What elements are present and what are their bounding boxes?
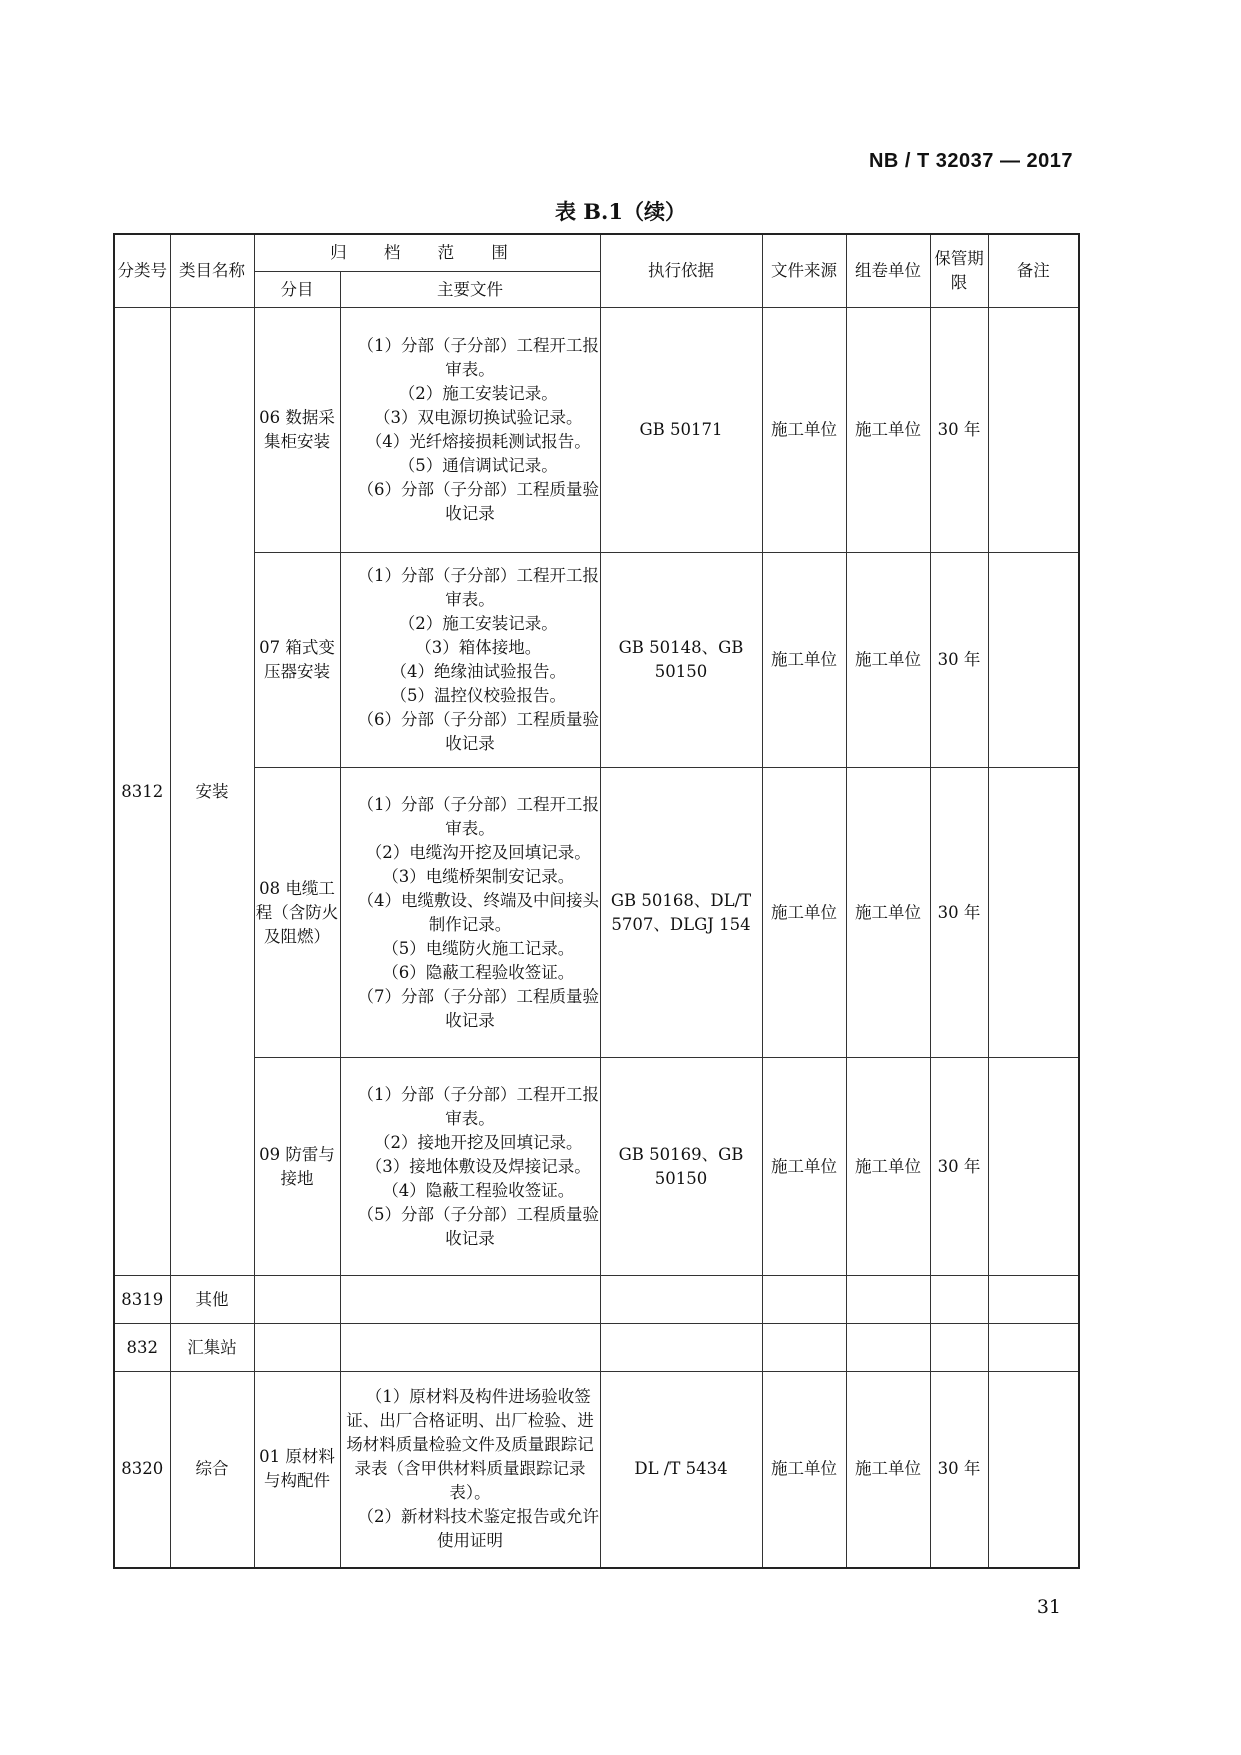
col-class-name: 类目名称 — [170, 234, 254, 308]
unit: 施工单位 — [846, 1372, 930, 1568]
basis: DL /T 5434 — [600, 1372, 762, 1568]
sub-item: 09 防雷与接地 — [254, 1058, 340, 1276]
table-row — [114, 1372, 1079, 1568]
basis: GB 50171 — [600, 308, 762, 553]
header-row-1 — [114, 234, 1079, 272]
col-unit: 组卷单位 — [846, 234, 930, 308]
unit: 施工单位 — [846, 553, 930, 768]
table-row — [114, 1324, 1079, 1372]
remark — [988, 553, 1079, 768]
class-name: 安装 — [170, 308, 254, 1276]
period: 30 年 — [930, 308, 988, 553]
col-source: 文件来源 — [762, 234, 846, 308]
main-docs: （1）分部（子分部）工程开工报审表。 （2）电缆沟开挖及回填记录。 （3）电缆桥架制安记录。 （4）电缆敷设、终端及中间接头制作记录。 （5）电缆防火施工记录。 （6）隐蔽工程验收签证。 （7）分部（子分部）工程质量验收记录 — [340, 768, 600, 1058]
main-docs: （1）原材料及构件进场验收签证、出厂合格证明、出厂检验、进场材料质量检验文件及质量跟踪记录表（含甲供材料质量跟踪记录表）。 （2）新材料技术鉴定报告或允许使用证明 — [340, 1372, 600, 1568]
table-row — [114, 1058, 1079, 1276]
class-name: 汇集站 — [170, 1324, 254, 1372]
col-basis: 执行依据 — [600, 234, 762, 308]
main-docs: （1）分部（子分部）工程开工报审表。 （2）施工安装记录。 （3）双电源切换试验记录。 （4）光纤熔接损耗测试报告。 （5）通信调试记录。 （6）分部（子分部）工程质量验收记录 — [340, 308, 600, 553]
class-code: 832 — [114, 1324, 170, 1372]
remark — [988, 308, 1079, 553]
main-docs: （1）分部（子分部）工程开工报审表。 （2）施工安装记录。 （3）箱体接地。 （4）绝缘油试验报告。 （5）温控仪校验报告。 （6）分部（子分部）工程质量验收记录 — [340, 553, 600, 768]
standard-code: NB / T 32037 — 2017 — [868, 150, 1073, 172]
period: 30 年 — [930, 1058, 988, 1276]
remark — [988, 1058, 1079, 1276]
remark — [988, 1372, 1079, 1568]
source: 施工单位 — [762, 308, 846, 553]
main-docs: （1）分部（子分部）工程开工报审表。 （2）接地开挖及回填记录。 （3）接地体敷设及焊接记录。 （4）隐蔽工程验收签证。 （5）分部（子分部）工程质量验收记录 — [340, 1058, 600, 1276]
unit: 施工单位 — [846, 768, 930, 1058]
sub-item: 06 数据采集柜安装 — [254, 308, 340, 553]
table-row — [114, 768, 1079, 1058]
table-row — [114, 1276, 1079, 1324]
source: 施工单位 — [762, 553, 846, 768]
table-row — [114, 553, 1079, 768]
col-sub-item: 分目 — [254, 272, 340, 308]
basis: GB 50169、GB 50150 — [600, 1058, 762, 1276]
col-remark: 备注 — [988, 234, 1079, 308]
unit: 施工单位 — [846, 308, 930, 553]
basis: GB 50168、DL/T 5707、DLGJ 154 — [600, 768, 762, 1058]
class-code: 8320 — [114, 1372, 170, 1568]
unit: 施工单位 — [846, 1058, 930, 1276]
sub-item: 01 原材料与构配件 — [254, 1372, 340, 1568]
page-number: 31 — [1036, 1596, 1061, 1618]
basis: GB 50148、GB 50150 — [600, 553, 762, 768]
source: 施工单位 — [762, 768, 846, 1058]
remark — [988, 768, 1079, 1058]
table-title: 表 B.1（续） — [555, 199, 686, 224]
col-scope: 归 档 范 围 — [254, 234, 600, 272]
class-name: 综合 — [170, 1372, 254, 1568]
sub-item: 07 箱式变压器安装 — [254, 553, 340, 768]
source: 施工单位 — [762, 1058, 846, 1276]
period: 30 年 — [930, 768, 988, 1058]
col-period: 保管期限 — [930, 234, 988, 308]
sub-item: 08 电缆工程（含防火及阻燃） — [254, 768, 340, 1058]
col-main-docs: 主要文件 — [340, 272, 600, 308]
period: 30 年 — [930, 553, 988, 768]
archive-table — [113, 233, 1080, 1569]
class-code: 8312 — [114, 308, 170, 1276]
class-code: 8319 — [114, 1276, 170, 1324]
source: 施工单位 — [762, 1372, 846, 1568]
period: 30 年 — [930, 1372, 988, 1568]
table-row — [114, 308, 1079, 553]
col-class-no: 分类号 — [114, 234, 170, 308]
class-name: 其他 — [170, 1276, 254, 1324]
